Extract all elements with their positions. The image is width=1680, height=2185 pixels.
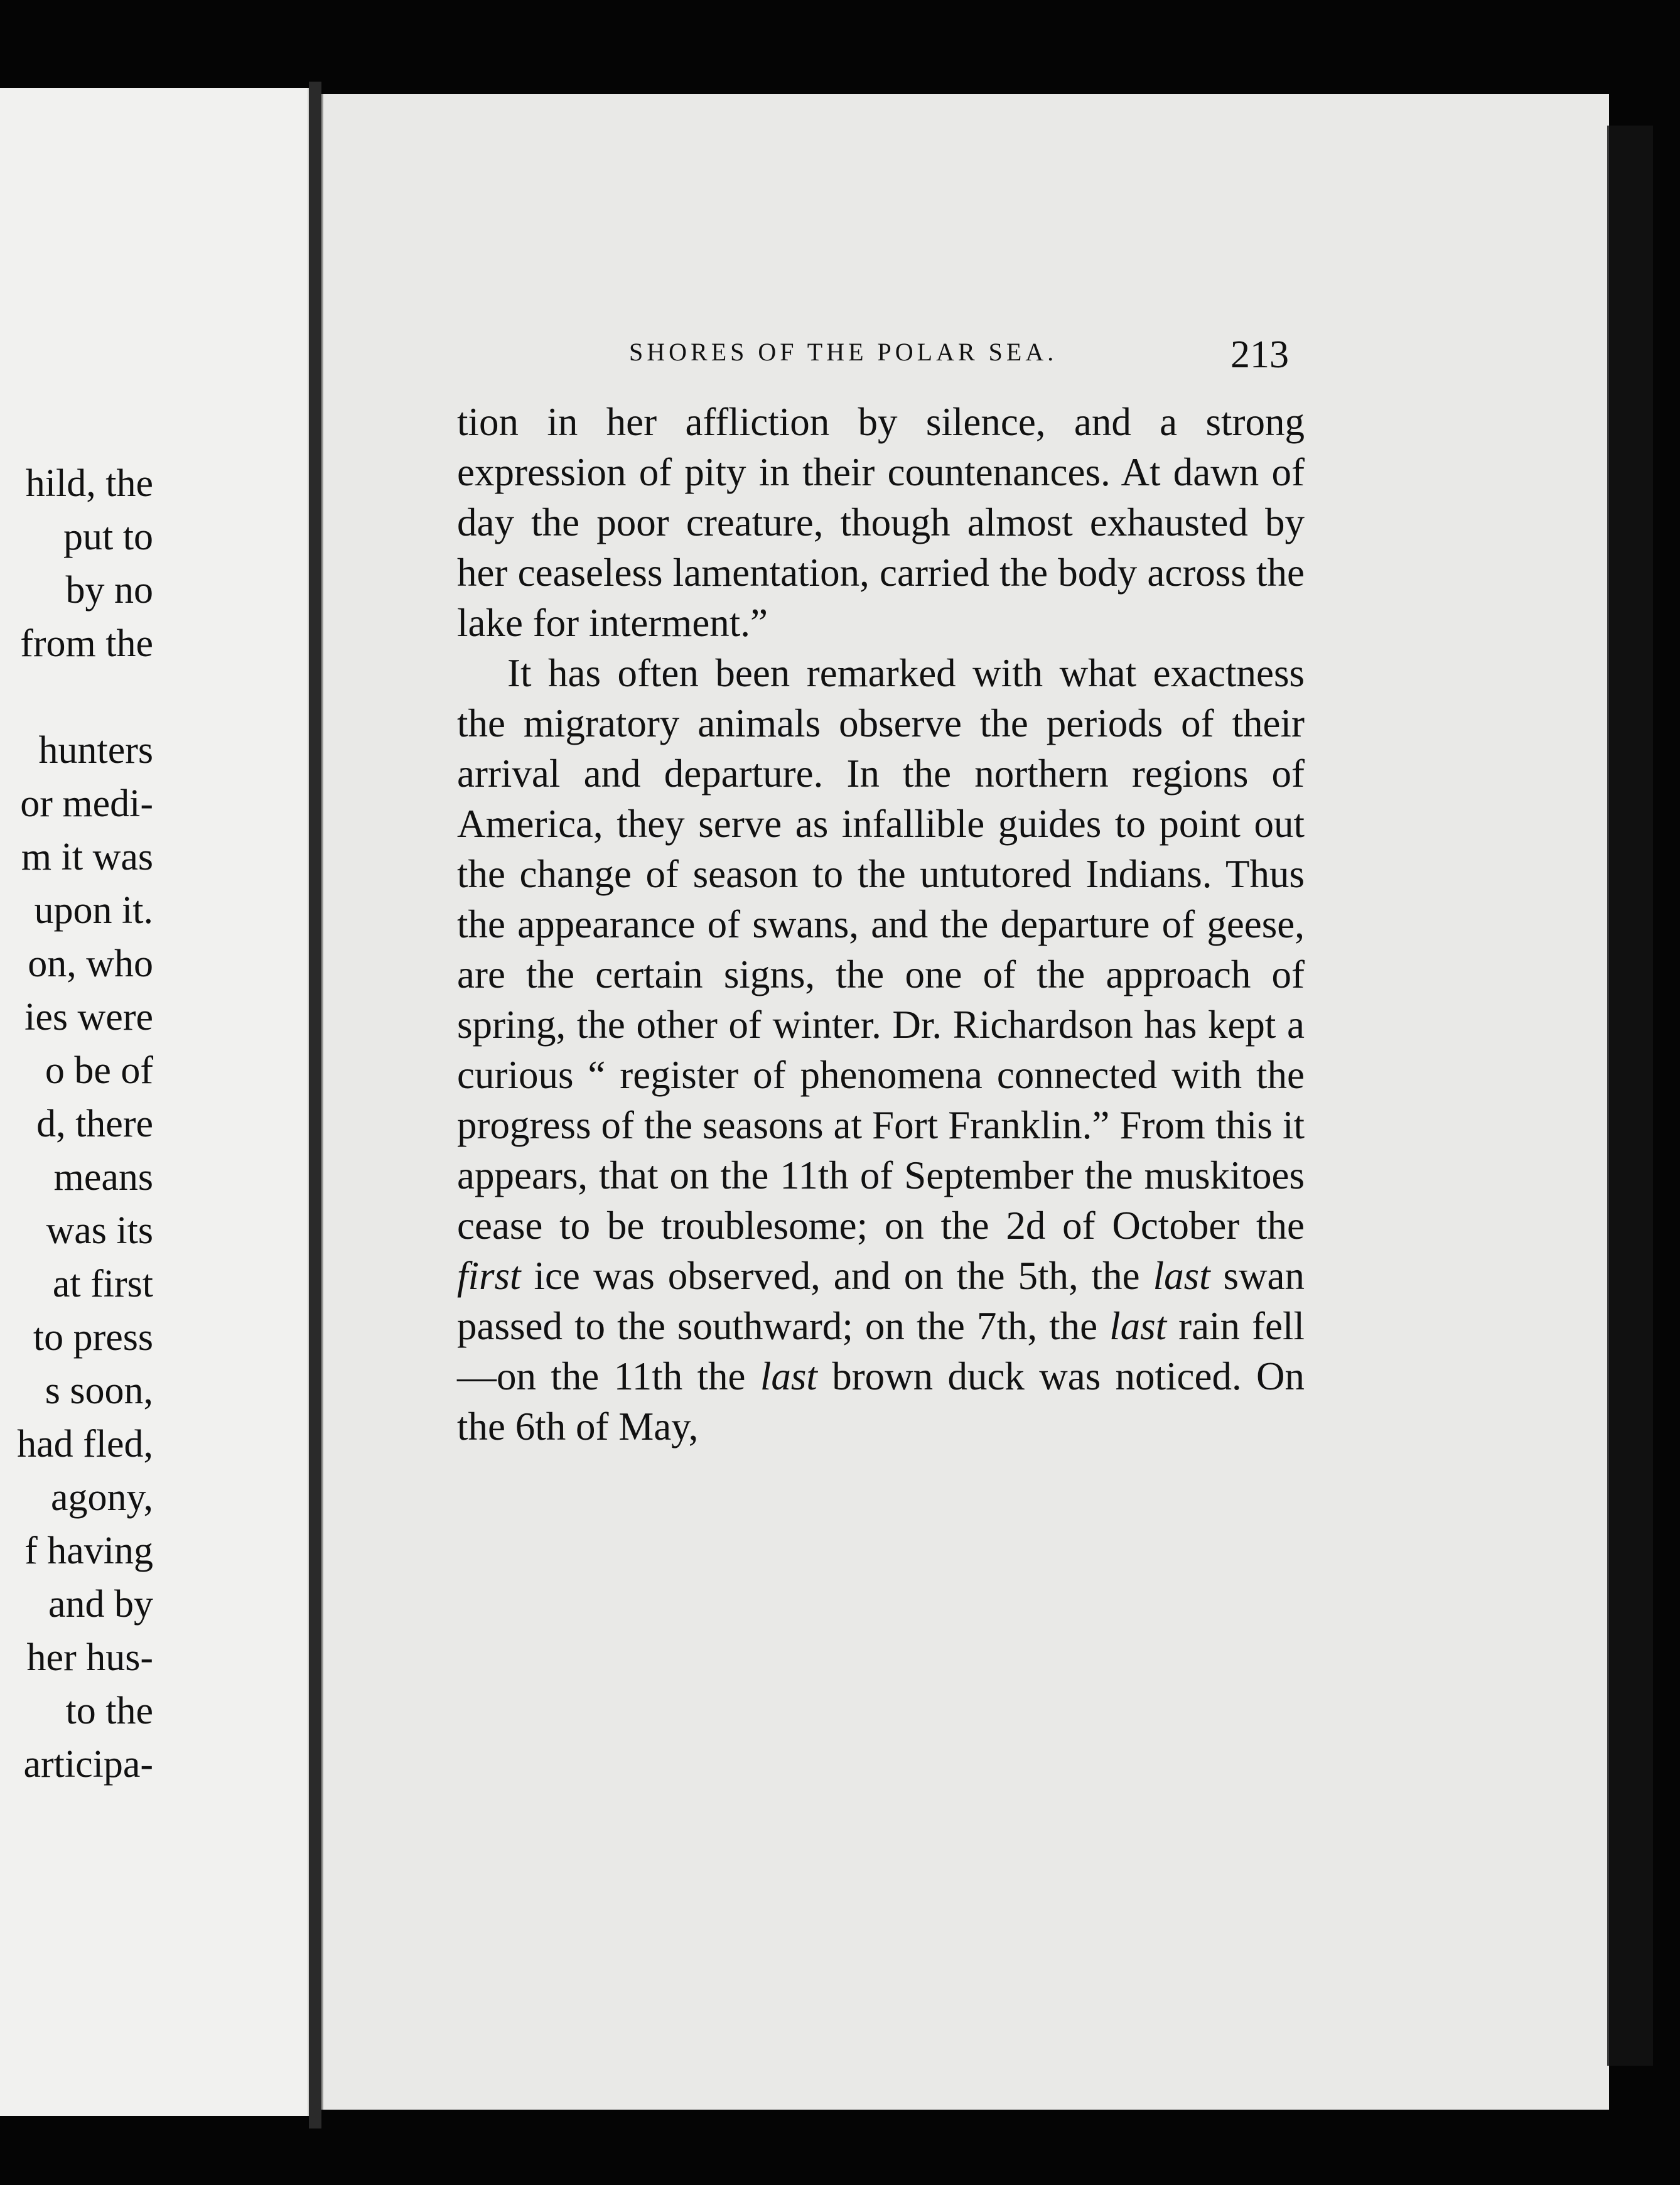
page-number: 213 [1230, 333, 1289, 376]
paragraph [457, 648, 1305, 1452]
left-line: to press [33, 1316, 153, 1359]
text-run: ice was observed, and on the 5th, the [534, 1254, 1140, 1298]
left-line: f having [24, 1530, 153, 1572]
left-line: d, there [36, 1103, 153, 1145]
left-line: upon it. [34, 889, 153, 932]
left-line: o be of [45, 1049, 153, 1092]
left-line: ies were [24, 996, 153, 1039]
italic-word: last [1153, 1254, 1210, 1298]
left-line: m it was [21, 836, 153, 878]
italic-word: last [760, 1354, 817, 1398]
left-line [17, 671, 153, 724]
text-run: swan passed to the southward; on the 7th, the [457, 1254, 1305, 1348]
left-line: hild, the [25, 462, 153, 505]
left-line: to the [65, 1690, 153, 1732]
italic-word: first [457, 1254, 521, 1298]
paragraph: tion in her affliction by silence, and a strong expression of pity in their countenances. At dawn of day the poor creature, though almost exhausted by her ceaseless lamentation, carried the body across the lake for interment.” [457, 400, 1305, 645]
book-gutter [309, 82, 321, 2128]
body-text [457, 397, 1305, 1452]
left-line: on, who [28, 942, 153, 985]
page-edge-shadow [1607, 126, 1653, 2066]
text-run: brown duck was noticed. On the 6th of May, [457, 1354, 1305, 1449]
left-line: means [53, 1156, 153, 1199]
left-line: put to [63, 515, 153, 558]
left-line: her hus- [26, 1636, 153, 1679]
left-line: was its [46, 1209, 153, 1252]
left-page [0, 88, 309, 2116]
left-page-text-fragments [17, 457, 153, 1791]
left-line: hunters [38, 729, 153, 772]
italic-word: last [1109, 1304, 1167, 1348]
left-line: agony, [51, 1476, 153, 1519]
left-line: at first [52, 1263, 153, 1305]
text-run: rain fell—on the 11th the [457, 1304, 1305, 1398]
left-line: from the [20, 622, 153, 665]
left-line: had fled, [17, 1423, 153, 1465]
left-line: by no [65, 569, 153, 612]
left-line: and by [48, 1583, 153, 1626]
text-run: It has often been remarked with what exactness the migratory animals observe the periods of their arrival and departure. In the northern regions of America, they serve as infallible guides to point out the change of season to the untutored Indians. Thus the appearance of swans, and the departure of geese, are the certain signs, the one of the approach of spring, the other of winter. Dr. Richardson has kept a curious “ register of phenomena connected with the progress of the seasons at Fort Franklin.” From this it appears, that on the 11th of September the muskitoes cease to be troublesome; on the 2d of October the [457, 651, 1305, 1248]
left-line: articipa- [23, 1743, 153, 1786]
left-line: or medi- [20, 782, 153, 825]
running-head: SHORES OF THE POLAR SEA. [629, 338, 1058, 366]
left-line: s soon, [45, 1369, 153, 1412]
